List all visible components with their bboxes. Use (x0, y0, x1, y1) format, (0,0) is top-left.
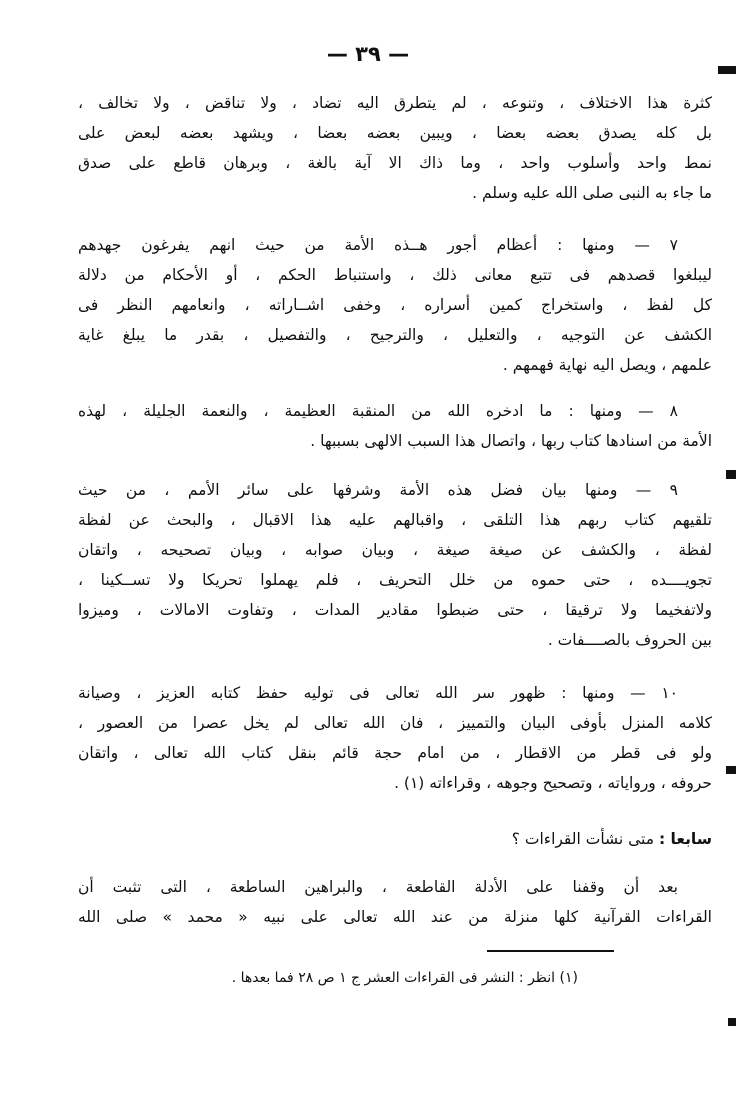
text-line: بل كله يصدق بعضه بعضا ، ويبين بعضه بعضا ، ويشهد بعضه لبعض على (78, 124, 712, 142)
scan-edge-mark (726, 766, 736, 774)
paragraph-section-intro (78, 872, 712, 932)
text-line: بعد أن وقفنا على الأدلة القاطعة ، والبراهين الساطعة ، التى تثبت أن (78, 878, 678, 896)
section-label: سابعا : (658, 830, 712, 848)
text-line: ليبلغوا قصدهم فى تتبع معانى ذلك ، واستنباط الحكم ، أو الأحكام من دلالة (78, 266, 712, 284)
text-line: تلقيهم كتاب ربهم هذا التلقى ، واقبالهم عليه هذا الاقبال ، والبحث عن لفظة (78, 511, 712, 529)
text-line: علمهم ، ويصل اليه نهاية فهمهم . (502, 356, 712, 374)
footnote-rule (487, 950, 614, 952)
scan-edge-mark (728, 1018, 736, 1026)
text-line: لفظة ، والكشف عن صيغة صيغة ، وبيان صوابه ، وبيان تصحيحه ، واتقان (78, 541, 712, 559)
text-line: نمط واحد وأسلوب واحد ، وما ذاك الا آية بالغة ، وبرهان قاطع على صدق (78, 154, 712, 172)
text-line: ٩ — ومنها بيان فضل هذه الأمة وشرفها على سائر الأمم ، من حيث (78, 481, 678, 499)
text-line: ولاتفخيما ولا ترقيقا ، حتى ضبطوا مقادير المدات ، وتفاوت الامالات ، وميزوا (78, 601, 712, 619)
text-line: ١٠ — ومنها : ظهور سر الله تعالى فى توليه حفظ كتابه العزيز ، وصيانة (78, 684, 678, 702)
page-number: — ٣٩ — (326, 42, 410, 66)
text-line: تجويــــده ، حتى حموه من خلل التحريف ، فلم يهملوا تحريكا ولا تســكينا ، (78, 571, 712, 589)
text-line: القراءات القرآنية كلها منزلة من عند الله تعالى على نبيه « محمد » صلى الله (78, 908, 712, 926)
text-line: حروفه ، ورواياته ، وتصحيح وجوهه ، وقراءاته (١) . (394, 774, 712, 792)
section-heading (78, 824, 712, 854)
scan-edge-mark (718, 66, 736, 74)
text-line: كثرة هذا الاختلاف ، وتنوعه ، لم يتطرق اليه تضاد ، ولا تناقض ، ولا تخالف ، (78, 94, 712, 112)
paragraph-item-8 (78, 396, 712, 456)
scan-edge-mark (726, 470, 736, 479)
paragraph-item-10 (78, 678, 712, 798)
text-line: ما جاء به النبى صلى الله عليه وسلم . (472, 184, 712, 202)
text-line: كل لفظ ، واستخراج كمين أسراره ، وخفى اشــاراته ، وانعامهم النظر فى (78, 296, 712, 314)
footnote: (١) انظر : النشر فى القراءات العشر ج ١ ص ٢٨ فما بعدها . (231, 970, 578, 986)
text-line: الكشف عن التوجيه ، والتعليل ، والترجيح ، والتفصيل ، بقدر ما يبلغ غاية (78, 326, 712, 344)
paragraph-continuation (78, 88, 712, 208)
text-line: ولو فى قطر من الاقطار ، من امام حجة قائم بنقل كتاب الله تعالى ، واتقان (78, 744, 712, 762)
paragraph-item-9 (78, 475, 712, 655)
text-line: بين الحروف بالصــــفات . (547, 631, 712, 649)
section-title: متى نشأت القراءات ؟ (511, 830, 655, 848)
text-line: كلامه المنزل بأوفى البيان والتمييز ، فان الله تعالى لم يخل عصرا من العصور ، (78, 714, 712, 732)
text-line: ٧ — ومنها : أعظام أجور هــذه الأمة من حيث انهم يفرغون جهدهم (78, 236, 678, 254)
text-line: ٨ — ومنها : ما ادخره الله من المنقبة العظيمة ، والنعمة الجليلة ، لهذه (78, 402, 678, 420)
paragraph-item-7 (78, 230, 712, 380)
text-line: الأمة من اسنادها كتاب ربها ، واتصال هذا السبب الالهى بسببها . (310, 432, 712, 450)
